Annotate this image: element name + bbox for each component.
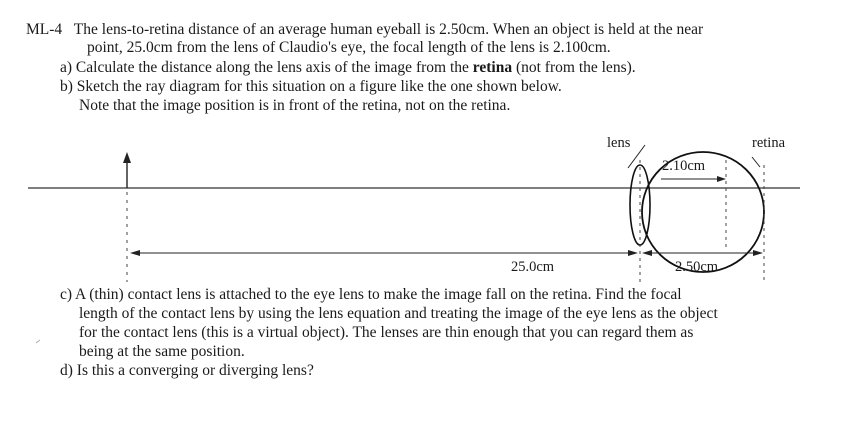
part-c-line-1: c) A (thin) contact lens is attached to the eye lens to make the image fall on the retina. Find the focal xyxy=(60,286,682,303)
retina-label: retina xyxy=(752,135,786,151)
part-c-line-3: for the contact lens (this is a virtual object). The lenses are thin enough that you can regard them as xyxy=(79,324,694,341)
part-c-line-2: length of the contact lens by using the lens equation and treating the image of the eye lens as the object xyxy=(79,305,718,322)
retina-leader-line xyxy=(752,157,760,167)
problem-intro-line-2: point, 25.0cm from the lens of Claudio's eye, the focal length of the lens is 2.100cm. xyxy=(87,39,611,56)
part-b-line-2: Note that the image position is in front of the retina, not on the retina. xyxy=(79,97,511,114)
object-distance-arrow-right xyxy=(628,250,638,256)
eye-distance-arrow-right xyxy=(753,250,763,256)
problem-id: ML-4 xyxy=(26,21,63,38)
part-b-line-1: b) Sketch the ray diagram for this situation on a figure like the one shown below. xyxy=(60,78,562,95)
stray-pen-mark xyxy=(36,340,40,343)
focal-length-arrowhead xyxy=(717,176,726,182)
eye-distance-label: 2.50cm xyxy=(675,259,719,275)
part-c-line-4: being at the same position. xyxy=(79,343,245,360)
part-a-bold: retina xyxy=(472,59,513,76)
object-distance-arrow-left xyxy=(130,250,140,256)
problem-intro-text-1: The lens-to-retina distance of an average human eyeball is 2.50cm. When an object is held at the near xyxy=(73,21,704,38)
part-d-line-1: d) Is this a converging or diverging lens? xyxy=(60,362,314,379)
eye-distance-arrow-left xyxy=(642,250,652,256)
lens-leader-line xyxy=(628,145,645,168)
lens-label: lens xyxy=(607,135,631,151)
object-arrow-head xyxy=(123,152,131,163)
object-distance-label: 25.0cm xyxy=(511,259,555,275)
focal-length-label: 2.10cm xyxy=(662,158,706,174)
part-a-suffix: (not from the lens). xyxy=(512,59,636,76)
part-a-prefix: a) Calculate the distance along the lens axis of the image from the xyxy=(60,59,473,76)
